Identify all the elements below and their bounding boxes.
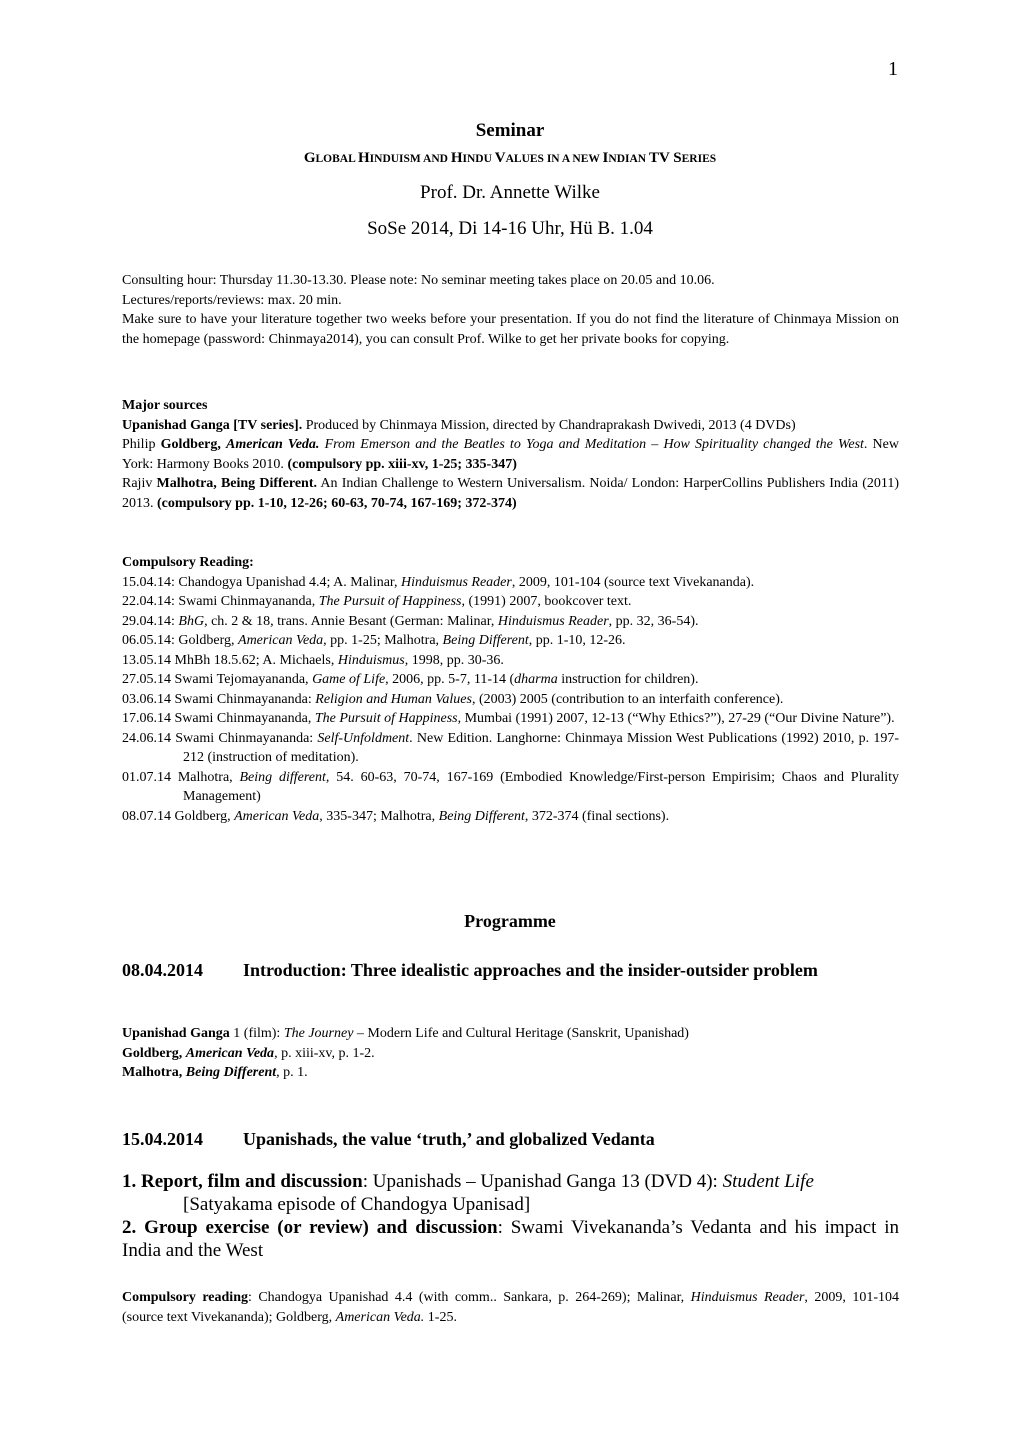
activity-report: 1. Report, film and discussion: Upanishads – Upanishad Ganga 13 (DVD 4): Student Life bbox=[122, 1171, 814, 1192]
reading-item: 03.06.14 Swami Chinmayananda: Religion and Human Values, (2003) 2005 (contribution to an interfaith conference). bbox=[122, 691, 784, 707]
session-title: Upanishads, the value ‘truth,’ and globalized Vedanta bbox=[243, 1129, 655, 1149]
session-material: Malhotra, Being Different, p. 1. bbox=[122, 1065, 308, 1080]
seminar-title: Seminar bbox=[475, 120, 545, 141]
major-sources-heading: Major sources bbox=[122, 398, 208, 413]
reading-item: 17.06.14 Swami Chinmayananda, The Pursuit of Happiness, Mumbai (1991) 2007, 12-13 (“Why Ethics?”), 27-29 (“Our Divine Nature”). bbox=[122, 711, 895, 726]
session-2-activities bbox=[122, 1170, 899, 1262]
course-schedule: SoSe 2014, Di 14-16 Uhr, Hü B. 1.04 bbox=[367, 218, 653, 239]
activity-group-exercise: 2. Group exercise (or review) and discussion: Swami Vivekananda’s Vedanta and his impact in India and the West bbox=[122, 1217, 899, 1261]
reading-item: 06.05.14: Goldberg, American Veda, pp. 1-25; Malhotra, Being Different, pp. 1-10, 12-26. bbox=[122, 633, 626, 648]
source-goldberg: Philip Goldberg, American Veda. From Emerson and the Beatles to Yoga and Meditation – How Spirituality changed the West. New York: Harmony Books 2010. (compulsory pp. xiii-xv, 1-25; 335-347) bbox=[122, 437, 899, 472]
session-date: 08.04.2014 bbox=[122, 960, 203, 980]
source-upanishad-ganga: Upanishad Ganga [TV series]. Produced by Chinmaya Mission, directed by Chandraprakash Dwivedi, 2013 (4 DVDs) bbox=[122, 417, 796, 433]
reading-item: 27.05.14 Swami Tejomayananda, Game of Life, 2006, pp. 5-7, 11-14 (dharma instruction for children). bbox=[122, 672, 699, 687]
professor-name: Prof. Dr. Annette Wilke bbox=[420, 182, 600, 203]
intro-notes bbox=[122, 271, 899, 349]
session-heading bbox=[122, 958, 899, 982]
reading-item: 15.04.14: Chandogya Upanishad 4.4; A. Malinar, Hinduismus Reader, 2009, 101-104 (source text Vivekananda). bbox=[122, 574, 755, 590]
session-heading bbox=[122, 1127, 899, 1151]
session-reading: Compulsory reading: Chandogya Upanishad 4.4 (with comm.. Sankara, p. 264-269); Malinar, Hinduismus Reader, 2009, 101-104 (source text Vivekananda); Goldberg, American Veda. 1-25. bbox=[122, 1290, 899, 1325]
reading-item: 08.07.14 Goldberg, American Veda, 335-347; Malhotra, Being Different, 372-374 (final sections). bbox=[122, 808, 670, 824]
session-material: Goldberg, American Veda, p. xiii-xv, p. 1-2. bbox=[122, 1045, 375, 1061]
programme-heading: Programme bbox=[464, 911, 556, 931]
major-sources bbox=[122, 396, 899, 513]
session-material: Upanishad Ganga 1 (film): The Journey – Modern Life and Cultural Heritage (Sanskrit, Upanishad) bbox=[122, 1026, 689, 1041]
session-title: Introduction: Three idealistic approaches and the insider-outsider problem bbox=[243, 960, 818, 980]
session-date: 15.04.2014 bbox=[122, 1129, 203, 1149]
reading-item: 01.07.14 Malhotra, Being different, 54. 60-63, 70-74, 167-169 (Embodied Knowledge/First-person Empirisim; Chaos and Plurality Management) bbox=[122, 769, 900, 804]
session-1-materials bbox=[122, 1024, 899, 1083]
seminar-subtitle: GLOBAL HINDUISM AND HINDU VALUES IN A NEW INDIAN TV SERIES bbox=[303, 150, 717, 166]
consulting-hour: Consulting hour: Thursday 11.30-13.30. Please note: No seminar meeting takes place on 20.05 and 10.06. bbox=[122, 273, 715, 288]
session-2-reading bbox=[122, 1288, 899, 1327]
compulsory-reading bbox=[122, 553, 899, 826]
reading-item: 22.04.14: Swami Chinmayananda, The Pursuit of Happiness, (1991) 2007, bookcover text. bbox=[122, 594, 632, 609]
activity-report-detail: [Satyakama episode of Chandogya Upanisad] bbox=[183, 1194, 531, 1215]
page-number: 1 bbox=[888, 58, 898, 80]
lecture-length: Lectures/reports/reviews: max. 20 min. bbox=[122, 292, 342, 308]
literature-note: Make sure to have your literature together two weeks before your presentation. If you do not find the literature of Chinmaya Mission on the homepage (password: Chinmaya2014), you can consult Prof. Wilke to get her private books for copying. bbox=[122, 312, 899, 347]
source-malhotra: Rajiv Malhotra, Being Different. An Indian Challenge to Western Universalism. Noida/ London: HarperCollins Publishers India (2011) 2013. (compulsory pp. 1-10, 12-26; 60-63, 70-74, 167-169; 372-374) bbox=[122, 476, 899, 511]
reading-item: 29.04.14: BhG, ch. 2 & 18, trans. Annie Besant (German: Malinar, Hinduismus Reader, pp. 32, 36-54). bbox=[122, 613, 699, 629]
reading-item: 13.05.14 MhBh 18.5.62; A. Michaels, Hinduismus, 1998, pp. 30-36. bbox=[122, 652, 504, 668]
reading-item: 24.06.14 Swami Chinmayananda: Self-Unfoldment. New Edition. Langhorne: Chinmaya Mission West Publications (1992) 2010, p. 197-212 (instruction of meditation). bbox=[122, 730, 899, 765]
compulsory-reading-heading: Compulsory Reading: bbox=[122, 555, 254, 570]
